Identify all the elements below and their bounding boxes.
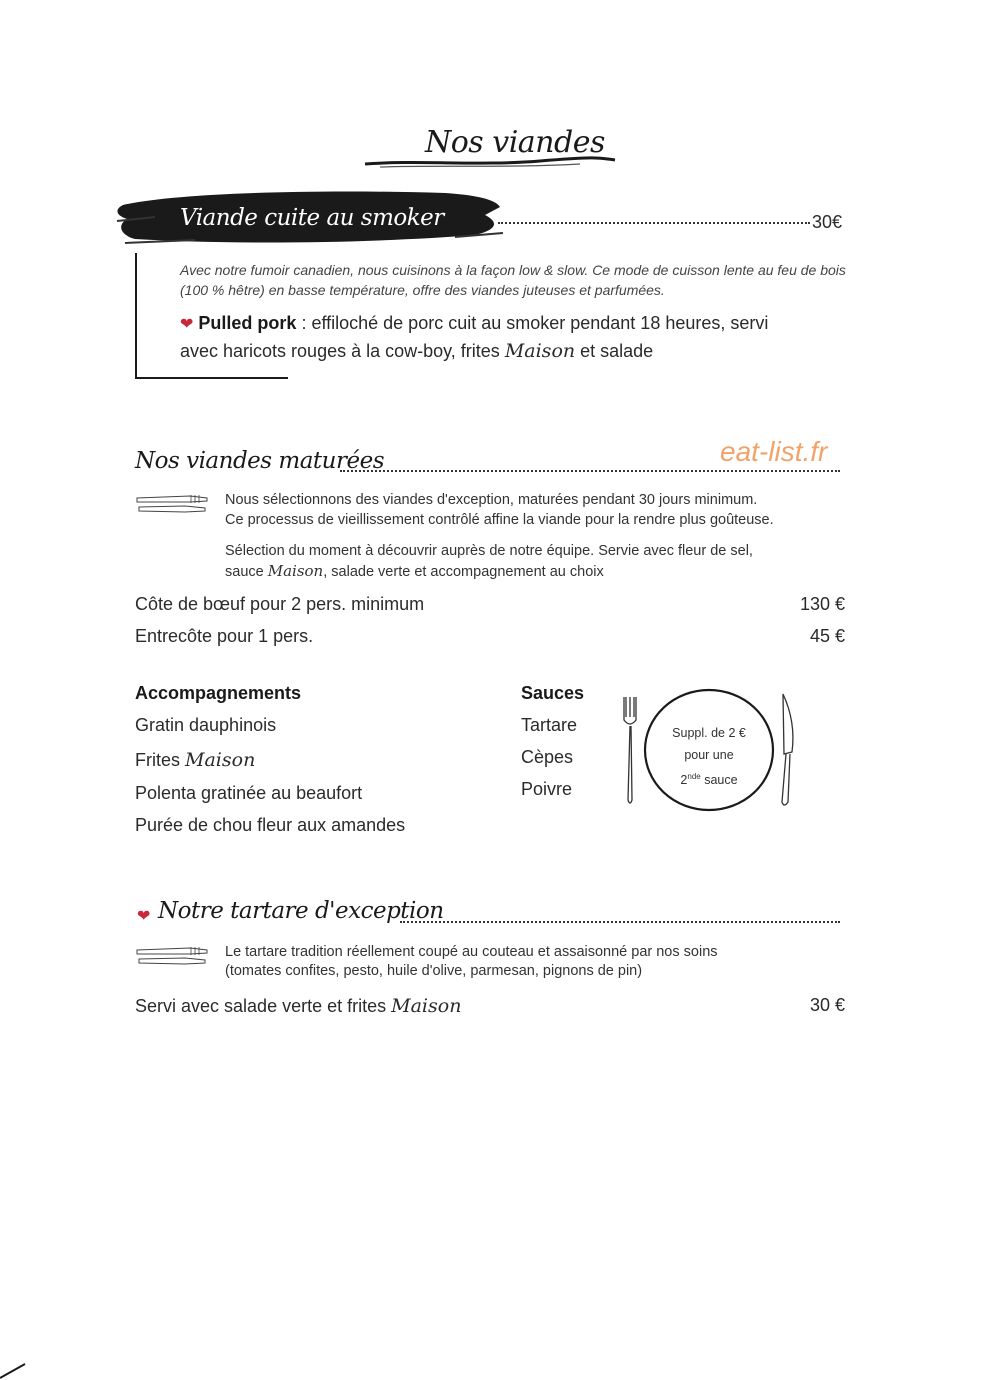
maturees-desc-1: Nous sélectionnons des viandes d'exception, maturées pendant 30 jours minimum. — [225, 492, 758, 508]
pulled-pork-desc-2: avec haricots rouges à la cow-boy, frites — [180, 341, 500, 361]
maturees-desc-4b: , salade verte et accompagnement au choix — [323, 564, 604, 580]
pulled-pork-item — [180, 310, 860, 365]
smoker-heading: Viande cuite au smoker — [180, 205, 444, 231]
plate-line-2: pour une — [684, 748, 734, 762]
tartare-price: 30 € — [809, 995, 845, 1015]
entrecote-price: 45 € — [809, 626, 845, 646]
plate-line-3 — [648, 766, 770, 791]
plate-line-1: Suppl. de 2 € — [672, 726, 746, 740]
accompagnement-item: Gratin dauphinois — [135, 715, 277, 735]
entrecote-item: Entrecôte pour 1 pers. — [135, 626, 314, 646]
pulled-pork-desc-3: et salade — [575, 341, 654, 361]
pulled-pork-desc-1: : effiloché de porc cuit au smoker pendant 18 heures, servi — [296, 313, 769, 333]
accompagnement-item: Purée de chou fleur aux amandes — [135, 815, 406, 835]
maison-label: Maison — [185, 749, 256, 771]
smoker-frame-bottom — [135, 377, 288, 379]
watermark: eat-list.fr — [720, 436, 828, 467]
page-title: Nos viandes — [425, 125, 605, 160]
tartare-serve-item — [135, 995, 461, 1017]
smoker-price: 30€ — [812, 212, 843, 232]
knife-fork-icon — [135, 942, 210, 968]
tartare-heading: Notre tartare d'exception — [158, 898, 444, 924]
knife-fork-icon — [135, 490, 210, 516]
corner-stroke — [0, 1360, 30, 1380]
heart-icon: ❤ — [180, 316, 194, 333]
sauce-item: Tartare — [521, 715, 578, 735]
maturees-leader-dots — [340, 470, 840, 472]
tartare-desc-1: Le tartare tradition réellement coupé au couteau et assaisonné par nos soins — [225, 944, 718, 960]
sauces-heading: Sauces — [521, 683, 585, 703]
tartare-leader-dots — [400, 921, 840, 923]
maison-label: Maison — [504, 340, 576, 362]
tartare-desc-2: (tomates confites, pesto, huile d'olive, parmesan, pignons de pin) — [225, 963, 643, 979]
maturees-desc-3: Sélection du moment à découvrir auprès de notre équipe. Servie avec fleur de sel, — [225, 543, 753, 559]
plate-line-3a: 2 — [680, 773, 688, 788]
cote-de-boeuf-item: Côte de bœuf pour 2 pers. minimum — [135, 594, 425, 614]
heart-icon: ❤ — [137, 908, 151, 925]
maturees-desc-4 — [225, 561, 604, 582]
accompagnement-item — [135, 749, 255, 771]
plate-text — [648, 722, 770, 791]
accompagnements-heading: Accompagnements — [135, 683, 302, 703]
tartare-serve-label: Servi avec salade verte et frites — [135, 996, 387, 1016]
pulled-pork-name: Pulled pork — [198, 313, 297, 333]
sauce-item: Poivre — [521, 779, 573, 799]
sauce-item: Cèpes — [521, 747, 574, 767]
plate-line-3b: sauce — [700, 773, 738, 788]
maturees-desc-2: Ce processus de vieillissement contrôlé affine la viande pour la rendre plus goûteuse. — [225, 512, 774, 528]
maison-label: Maison — [267, 562, 324, 580]
maison-label: Maison — [391, 995, 462, 1017]
cote-de-boeuf-price: 130 € — [799, 594, 845, 614]
accompagnement-item: Polenta gratinée au beaufort — [135, 783, 363, 803]
smoker-leader-dots — [498, 222, 810, 224]
title-brush-underline — [360, 152, 620, 172]
smoker-frame-left — [135, 253, 137, 379]
smoker-description: Avec notre fumoir canadien, nous cuisinons à la façon low & slow. Ce mode de cuisson lente au feu de bois (100 % hêtre) en basse température, offre des viandes juteuses et parfumées. — [180, 262, 846, 298]
plate-line-3-sup: nde — [687, 772, 701, 781]
maturees-desc-4a: sauce — [225, 564, 268, 580]
maturees-heading: Nos viandes maturées — [135, 448, 385, 474]
frites-label: Frites — [135, 750, 180, 770]
